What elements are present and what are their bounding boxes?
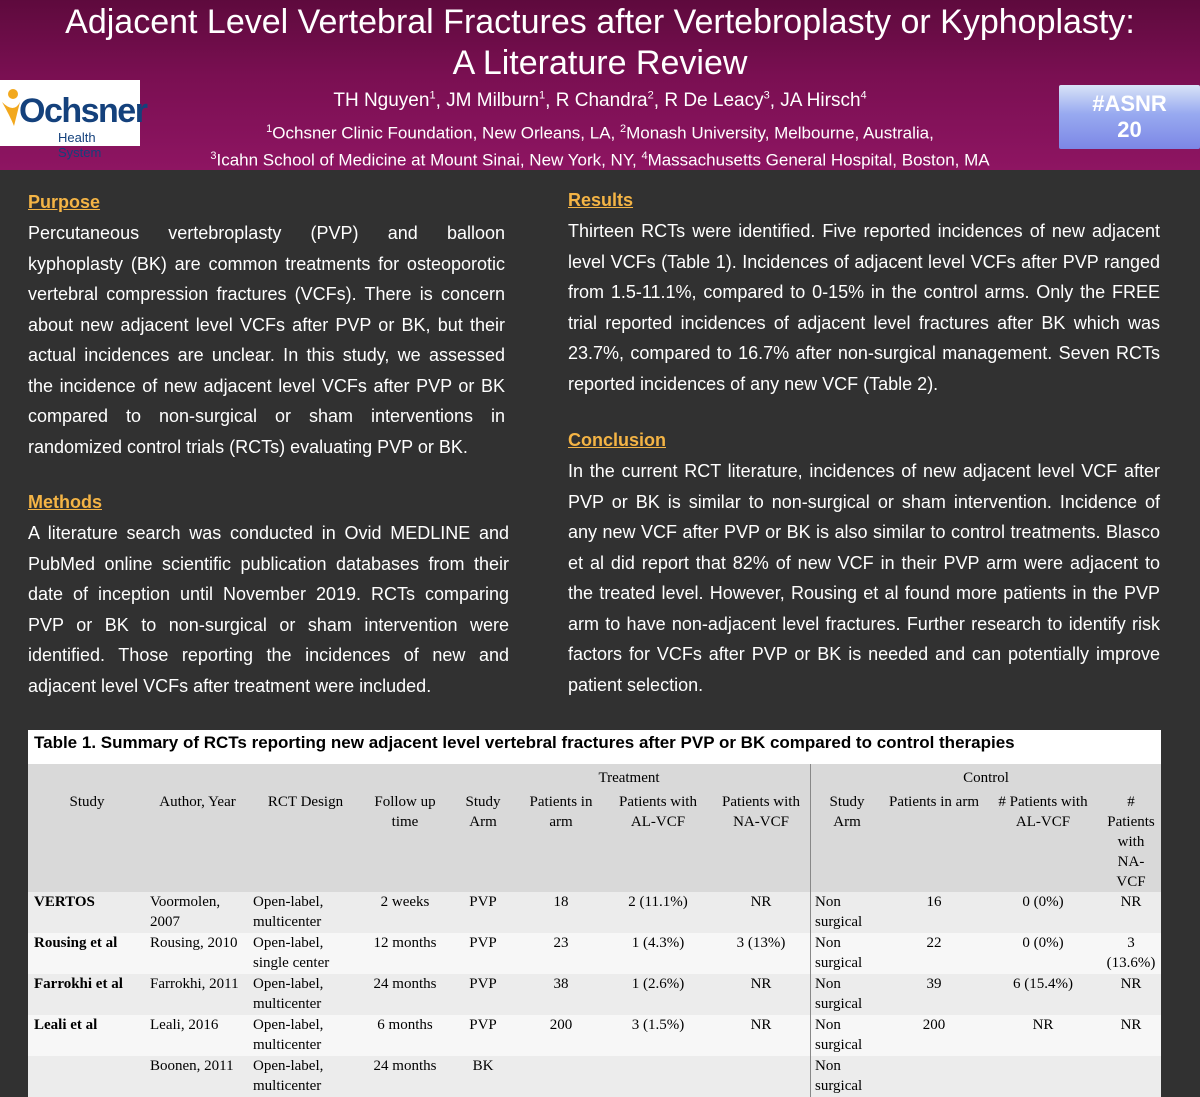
author: R De Leacy$^3$: [664, 90, 770, 112]
purpose-text: Percutaneous vertebroplasty (PVP) and balloon kyphoplasty (BK) are common treatments for osteoporotic vertebral compression fractures (VCFs). There is concern about new adjacent level VCFs after PVP or BK, but their actual incidences are unclear. In this study, we assessed the incidence of new adjacent level VCFs after PVP or BK compared to non-surgical or sham interventions in randomized control trials (RCTs) evaluating PVP or BK.: [28, 223, 505, 457]
conclusion-text: In the current RCT literature, incidences of new adjacent level VCF after PVP or BK is similar to non-surgical or sham intervention. Incidence of any new VCF after PVP or BK is also similar to control treatments. Blasco et al did report that 82% of new VCF in their PVP arm were adjacent to the treated level. However, Rousing et al found more patients in the PVP arm to have non-adjacent level fractures. Further research to identify risk factors for VCFs after PVP or BK is needed and can potentially improve patient selection.: [568, 461, 1160, 695]
col-header: Follow up time: [362, 792, 448, 892]
title-line-1: Adjacent Level Vertebral Fractures after Vertebroplasty or Kyphoplasty:: [65, 3, 1135, 41]
affiliation-line-1: $^1$Ochsner Clinic Foundation, New Orleans, LA, $^2$Monash University, Melbourne, Australia,: [266, 123, 934, 143]
col-header: Study Arm: [811, 792, 884, 892]
ochsner-logo: [0, 80, 147, 160]
logo-wordmark: Ochsner: [19, 92, 147, 130]
col-header: RCT Design: [249, 792, 362, 892]
logo-subtitle: Health System: [58, 130, 102, 160]
table-row: Farrokhi et al Farrokhi, 2011 Open-label, multicenter 24 months PVP 38 1 (2.6%) NR Non surgical 39 6 (15.4%) NR: [28, 974, 1161, 1015]
table-caption: Table 1. Summary of RCTs reporting new adjacent level vertebral fractures after PVP or BK compared to control therapies: [34, 733, 1015, 752]
author-list: TH Nguyen$^1$, JM Milburn$^1$, R Chandra$^2$, R De Leacy$^3$, JA Hirsch$^4$: [333, 90, 867, 112]
table-row: Rousing et al Rousing, 2010 Open-label, single center 12 months PVP 23 1 (4.3%) 3 (13%) Non surgical 22 0 (0%) 3 (13.6%): [28, 933, 1161, 974]
rct-table: [28, 764, 1161, 1097]
col-header: Author, Year: [146, 792, 249, 892]
author: TH Nguyen$^1$: [333, 90, 436, 112]
author: JM Milburn$^1$: [446, 90, 546, 112]
col-header: Patients in arm: [518, 792, 604, 892]
poster-title: [0, 2, 1200, 84]
col-header: Patients in arm: [883, 792, 985, 892]
group-treatment: Treatment: [448, 764, 811, 792]
affiliation-line-2: $^3$Icahn School of Medicine at Mount Sinai, New York, NY, $^4$Massachusetts General Hospital, Boston, MA: [210, 149, 990, 170]
methods-text: A literature search was conducted in Ovid MEDLINE and PubMed online scientific publication databases from their date of inception until November 2019. RCTs comparing PVP or BK to non-surgical or sham intervention were identified. Those reporting the incidences of new and adjacent level VCFs after treatment were included.: [28, 523, 509, 696]
col-header: # Patients with AL-VCF: [985, 792, 1101, 892]
table-row: Leali et al Leali, 2016 Open-label, multicenter 6 months PVP 200 3 (1.5%) NR Non surgical 200 NR NR: [28, 1015, 1161, 1056]
col-header: Patients with NA-VCF: [712, 792, 811, 892]
purpose-heading: Purpose: [28, 192, 101, 212]
author: R Chandra$^2$: [555, 90, 654, 112]
col-header: Patients with AL-VCF: [604, 792, 712, 892]
table-row: Boonen, 2011 Open-label, multicenter 24 months BK Non surgical: [28, 1056, 1161, 1097]
table-1: [28, 730, 1161, 1094]
col-header: Study Arm: [448, 792, 518, 892]
results-text: Thirteen RCTs were identified. Five reported incidences of new adjacent level VCFs (Table 1). Incidences of adjacent level VCFs after PVP ranged from 1.5-11.1%, compared to 0-15% in the control arms. Only the FREE trial reported incidences of adjacent level fractures after BK which was 23.7%, compared to 16.7% after non-surgical management. Seven RCTs reported incidences of any new VCF (Table 2).: [568, 221, 1160, 394]
col-header: # Patients with NA-VCF: [1101, 792, 1161, 892]
methods-heading: Methods: [28, 492, 102, 512]
asnr-badge: #ASNR 20: [1059, 85, 1200, 149]
col-header: Study: [28, 792, 146, 892]
poster-header: [0, 0, 1200, 170]
group-control: Control: [811, 764, 1162, 792]
group-spacer: [28, 764, 448, 792]
title-line-2: A Literature Review: [452, 44, 748, 82]
table-row: VERTOS Voormolen, 2007 Open-label, multicenter 2 weeks PVP 18 2 (11.1%) NR Non surgical 16 0 (0%) NR: [28, 892, 1161, 933]
author: JA Hirsch$^4$: [780, 90, 867, 112]
conclusion-heading: Conclusion: [568, 430, 666, 450]
affiliations: [150, 118, 1050, 171]
results-heading: Results: [568, 190, 634, 210]
